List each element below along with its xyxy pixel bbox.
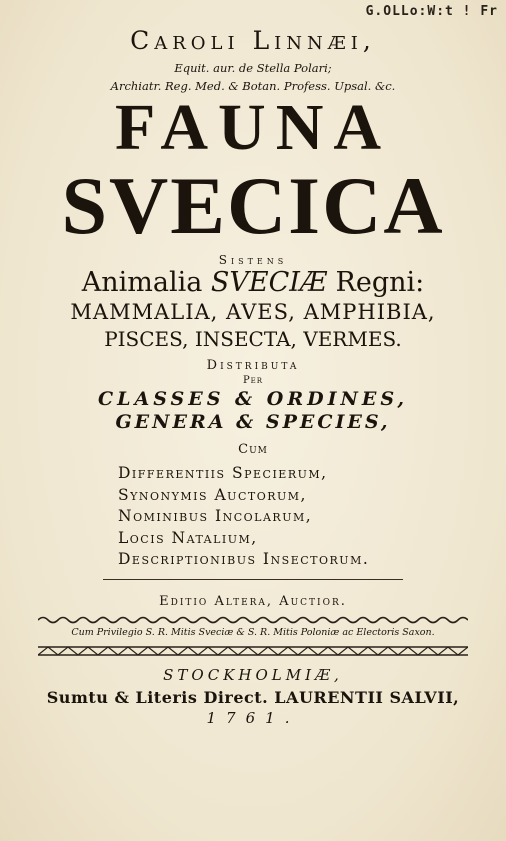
sistens-label: Sistens: [218, 253, 288, 267]
list-item: Synonymis Auctorum,: [118, 485, 307, 504]
distributa-label: Distributa: [206, 358, 300, 373]
title-fauna: FAUNA: [114, 91, 392, 164]
privilege-statement: Cum Privilegio S. R. Mitis Sveciæ & S. R. Mitis Poloniæ ac Electoris Saxon.: [71, 626, 435, 638]
genera-species: GENERA & SPECIES,: [115, 411, 391, 433]
author-honour: Equit. aur. de Stella Polari;: [174, 61, 332, 75]
imprint-place: STOCKHOLMIÆ,: [163, 665, 343, 684]
classes-ordines: CLASSES & ORDINES,: [97, 388, 409, 410]
animalia-pre: Animalia: [81, 267, 211, 298]
library-stamp: G.OLLo:W:t ! Fr: [365, 4, 498, 19]
divider-rule: [103, 579, 403, 580]
title-svecica: SVECICA: [61, 160, 445, 251]
list-item: Descriptionibus Insectorum.: [118, 550, 370, 568]
animalia-post: Regni:: [326, 267, 425, 298]
per-label: Per: [242, 375, 264, 386]
list-item: Locis Natalium,: [118, 528, 258, 547]
contents-list: [118, 463, 506, 571]
braid-ornament: [38, 644, 468, 658]
classes-line-2: PISCES, INSECTA, VERMES.: [104, 327, 402, 351]
imprint-year: 1761.: [206, 708, 300, 727]
animalia-italic: SVECIÆ: [210, 267, 327, 298]
author-name: Caroli Linnæi,: [130, 26, 376, 55]
wave-ornament: [38, 615, 468, 625]
imprint-publisher: Sumtu & Literis Direct. LAURENTII SALVII,: [46, 687, 460, 707]
list-item: Differentiis Specierum,: [118, 464, 328, 482]
list-item: Nominibus Incolarum,: [118, 507, 313, 525]
edition-statement: Editio Altera, Auctior.: [159, 593, 347, 609]
subtitle-animalia: [0, 267, 506, 299]
cum-label: Cum: [238, 442, 268, 457]
author-offices: Archiatr. Reg. Med. & Botan. Profess. Upsal. &c.: [110, 79, 396, 93]
classes-line-1: MAMMALIA, AVES, AMPHIBIA,: [70, 300, 436, 324]
